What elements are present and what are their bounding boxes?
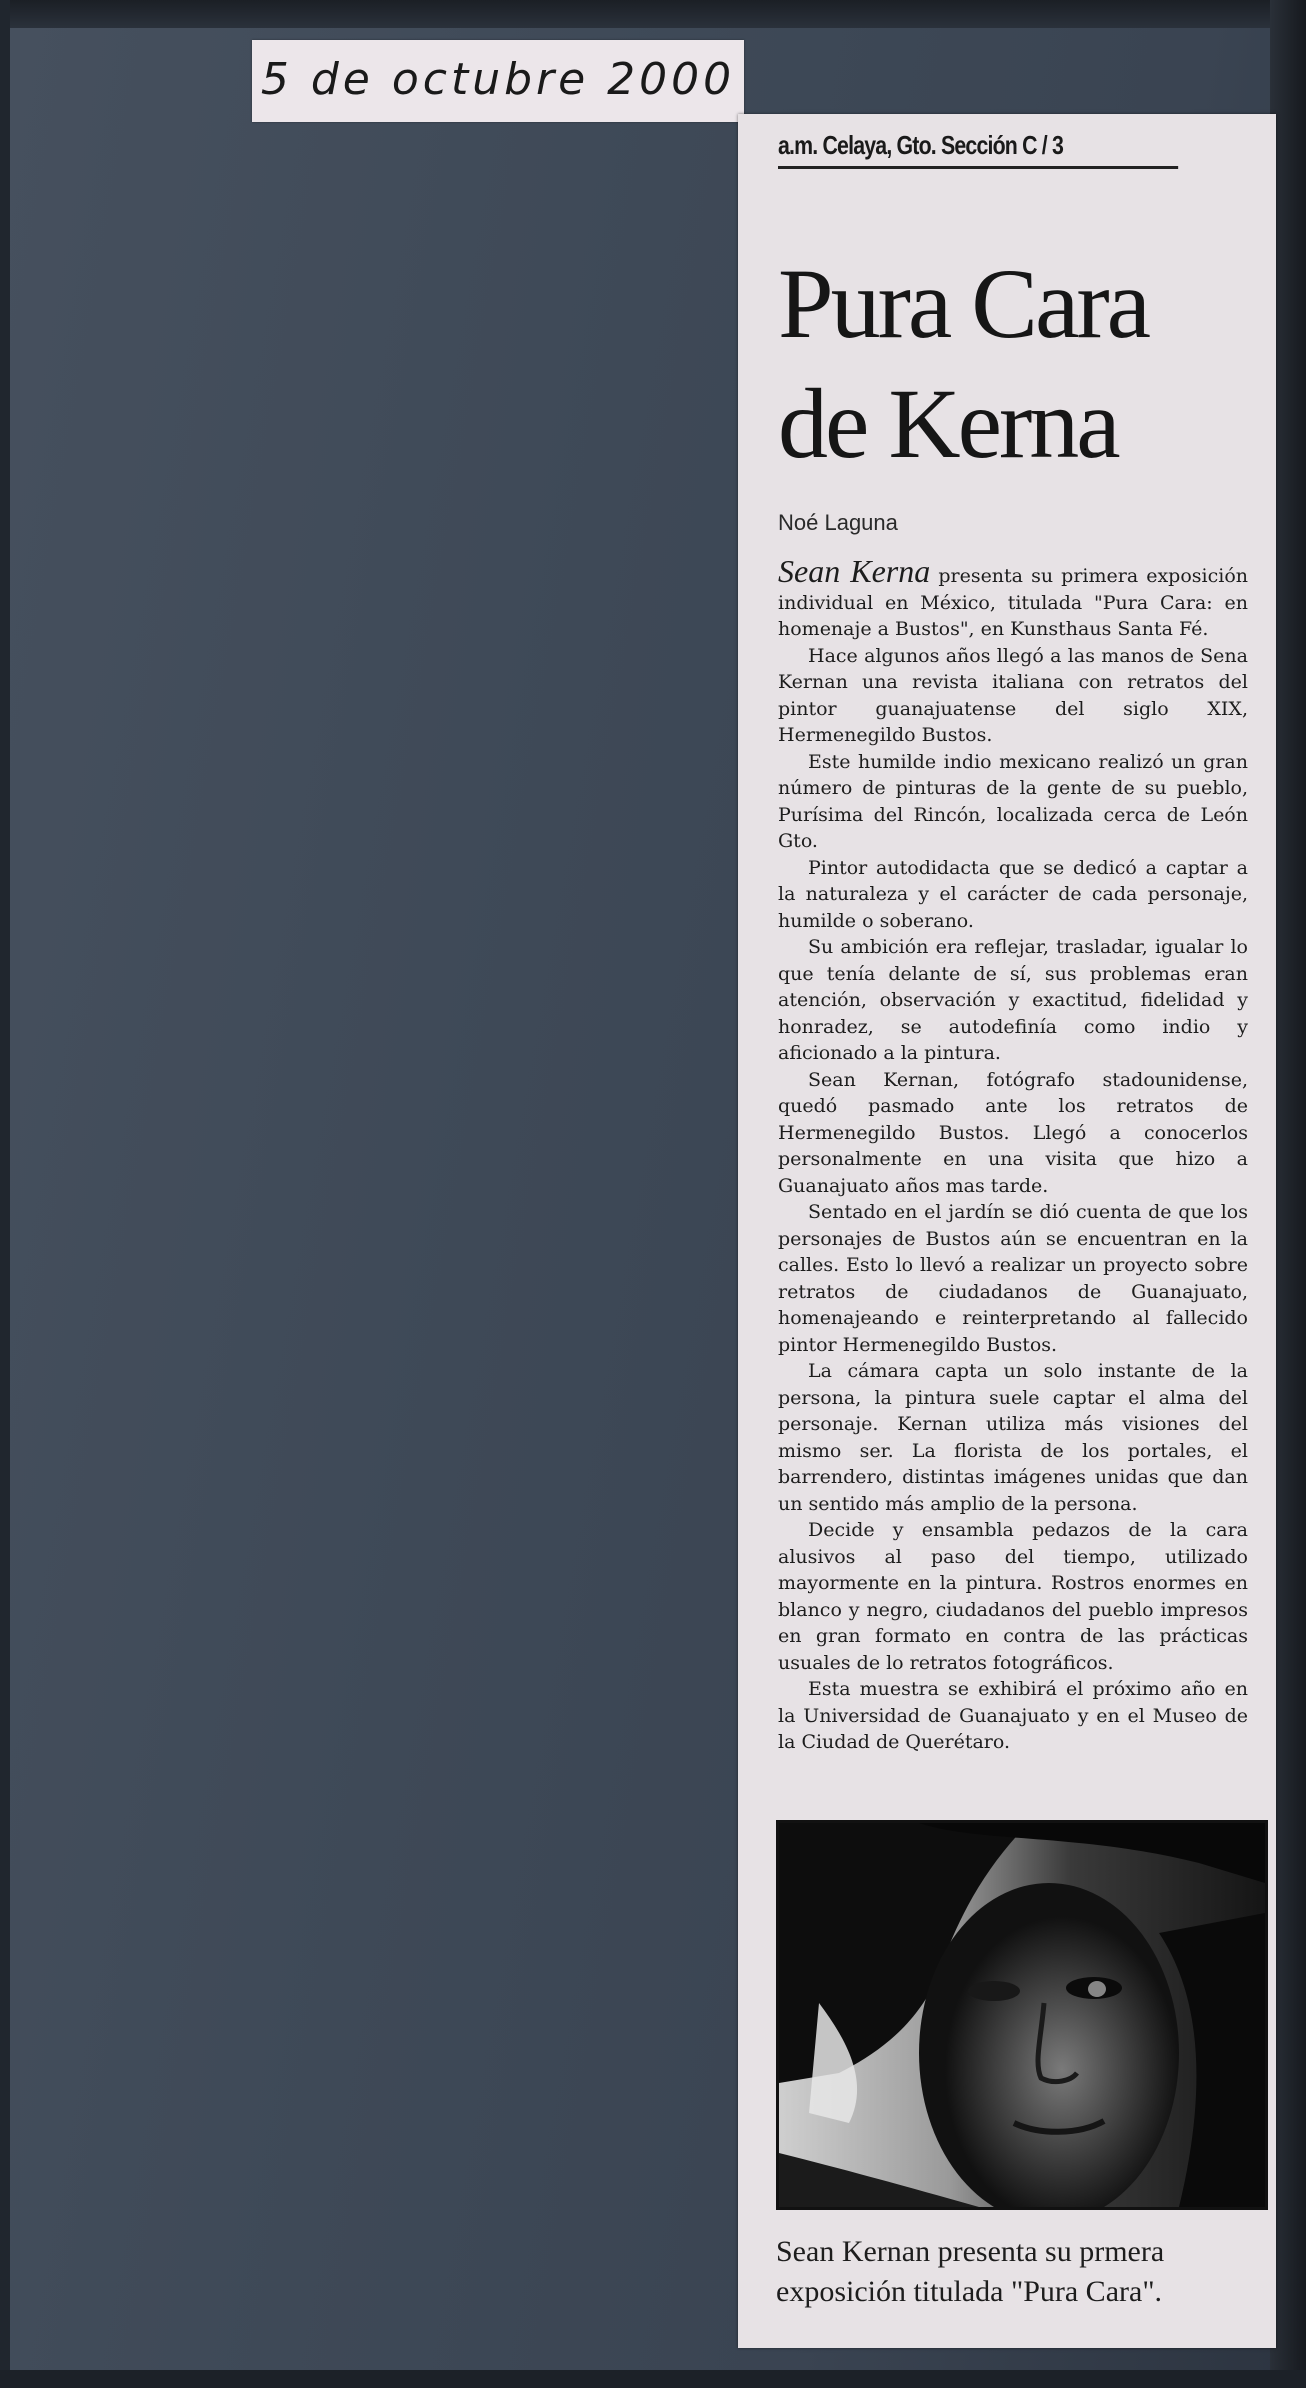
portrait-image — [779, 1823, 1265, 2207]
headline-line-2: de Kerna — [778, 368, 1118, 479]
headline — [778, 244, 1278, 484]
photo-caption: Sean Kernan presenta su prmera exposición titulada "Pura Cara". — [776, 2235, 1165, 2308]
paragraph: Pintor autodidacta que se dedicó a captar a la naturaleza y el carácter de cada personaje, humilde o soberano. — [778, 856, 1248, 932]
paragraph: Sentado en el jardín se dió cuenta de que los personajes de Bustos aún se encuentran en la calles. Esto lo llevó a realizar un proyecto sobre retratos de ciudadanos de Guanajuato, homenajeando e reinterpretando al fallecido pintor Hermenegildo Bustos. — [778, 1201, 1248, 1356]
paragraph: Sean Kernan, fotógrafo stadounidense, quedó pasmado ante los retratos de Hermenegildo Bustos. Llegó a conocerlos personalmente en una visita que hizo a Guanajuato años mas tarde. — [778, 1068, 1248, 1197]
byline: Noé Laguna — [778, 510, 898, 535]
scan-left-edge — [0, 0, 10, 2388]
paragraph-text: presenta su primera exposición individual en México, titulada "Pura Cara: en homenaje a Bustos", en Kunsthaus Santa Fé. — [778, 565, 1249, 640]
date-label — [252, 40, 744, 122]
paragraph: Decide y ensambla pedazos de la cara alusivos al paso del tiempo, utilizado mayormente en la pintura. Rostros enormes en blanco y negro, ciudadanos del pueblo impresos en gran formato en contra de las prácticas usuales de lo retratos fotográficos. — [778, 1519, 1248, 1674]
portrait-photo — [776, 1820, 1268, 2210]
section-header: a.m. Celaya, Gto. Sección C / 3 — [778, 124, 1178, 169]
paragraph: Hace algunos años llegó a las manos de Sena Kernan una revista italiana con retratos del pintor guanajuatense del siglo XIX, Hermenegildo Bustos. — [778, 644, 1248, 746]
lead-name: Sean Kerna — [778, 553, 931, 589]
paragraph: Su ambición era reflejar, trasladar, igualar lo que tenía delante de sí, sus problemas eran atención, observación y exactitud, fidelidad y honradez, se autodefinía como indio y aficionado a la pintura. — [778, 936, 1248, 1064]
paragraph: Esta muestra se exhibirá el próximo año en la Universidad de Guanajuato y en el Museo de la Ciudad de Querétaro. — [778, 1678, 1248, 1753]
article-body — [778, 553, 1249, 1756]
paragraph — [778, 553, 1249, 643]
scan-top-edge — [0, 0, 1306, 28]
headline-line-1: Pura Cara — [778, 248, 1149, 359]
paragraph: Este humilde indio mexicano realizó un gran número de pinturas de la gente de su pueblo, Purísima del Rincón, localizada cerca de León Gto. — [778, 750, 1248, 852]
date-label-text: 5 de octubre 2000 — [260, 54, 736, 105]
scan-bottom-edge — [0, 2370, 1306, 2388]
newspaper-clipping — [738, 114, 1276, 2348]
paragraph: La cámara capta un solo instante de la persona, la pintura suele captar el alma del personaje. Kernan utiliza más visiones del mismo ser. La florista de los portales, el barrendero, distintas imágenes unidas que dan un sentido más amplio de la persona. — [778, 1360, 1248, 1515]
